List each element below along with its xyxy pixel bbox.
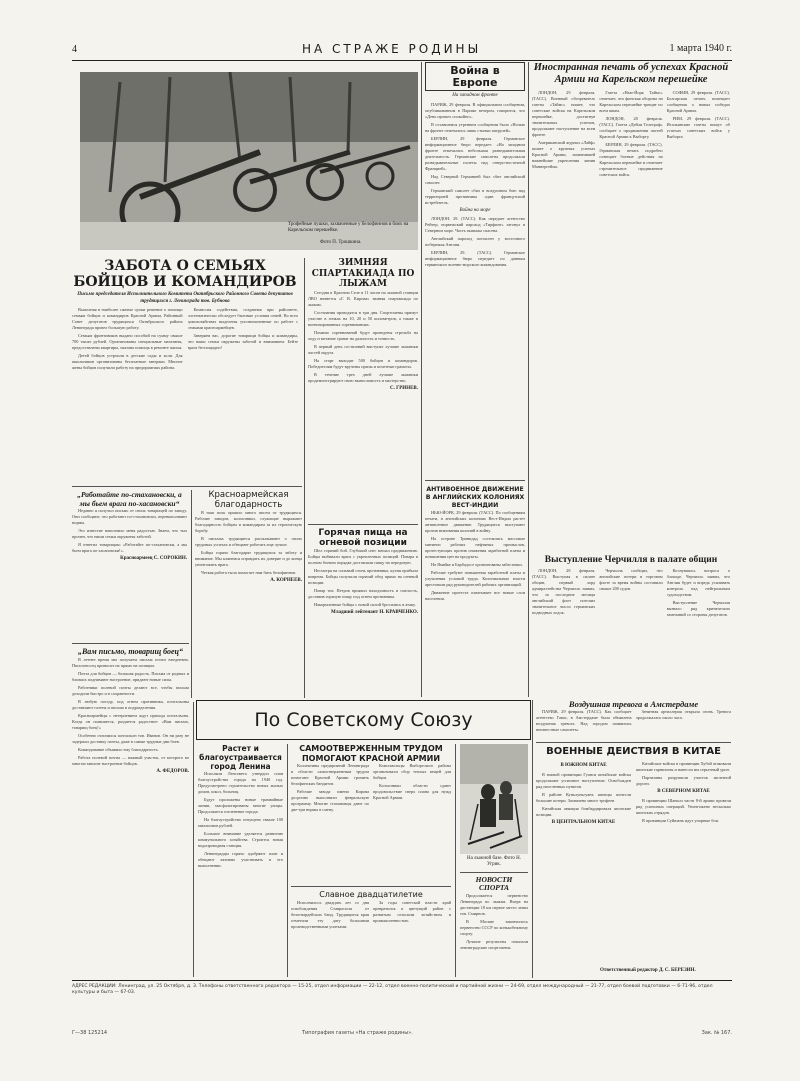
footer: [72, 980, 732, 1021]
letter-article: „Вам письмо, товарищ боец“ В летнее время мы получаем письма почти ежедневно. Письтоносец приносит их прямо на позиции. Почта для бойцов — большая радость. Письма от родных и близких поднимают настроение, придают новые силы. Работники полевой почты делают все, чтобы письма доходили быстро и в сохранности. В любую погоду, под огнем противника, почтальоны доставляют газеты и письма в подразделения. Красноармейцы с нетерпением ждут прихода почтальона. Когда он появляется, раздается радостное: «Вам письмо, товарищ боец!» Особенно отличился почтальон тов. Иванов. Он ни разу не задержал доставку почты, даже в самые трудные дни боев. Командование объявило ему благодарность. Работа полевой почты — важный участок, от которого во многом зависит настроение бойцов. А. ФЕДОРОВ.: [72, 647, 189, 774]
selfless-labor-title: САМООТВЕРЖЕННЫМ ТРУДОМ ПОМОГАЮТ КРАСНОЙ АРМИИ: [299, 744, 443, 763]
stakhanov-article: „Работайте по-стахановски, а мы бьем врага по-хасановски“ Недавно я получил письмо от своих товарищей по заводу. Они сообщают, что работают по-стахановски, перевыполняют нормы. Это известие наполнило меня радостью. Знаем, что тыл прочен, что наши семьи окружены заботой. Я ответил товарищам: «Работайте по-стахановски, а мы бьем врага по-хасановски!». Красноармеец С. СОРОКИН.: [72, 490, 187, 561]
china-north-heading: В СЕВЕРНОМ КИТАЕ: [657, 789, 710, 794]
letter-title: „Вам письмо, товарищ боец“: [77, 647, 184, 656]
page-number: 4: [72, 44, 77, 55]
winter-spartakiad-signature: С. ГРИНЕВ.: [389, 385, 418, 391]
families-article: ЗАБОТА О СЕМЬЯХ БОЙЦОВ И КОМАНДИРОВ Письмо председателя Исполнительного Комитета Октябрьского Районного Совета депутатов трудящихся г. Ленинграда тов. Бубнова Выполняя в наиболее сжатые сроки решение о помощи семьям бойцов и командиров Красной Армии, Районный Совет депутатов трудящихся Октябрьского района Ленинграда провел большую работу. Семьям фронтовиков выдано пособий на сумму свыше 700 тысяч рублей. Организованы специальные магазины, предоставлены квартиры, оказана помощь в ремонте жилья. Детей бойцов устроили в детские сады и ясли. Для школьников организованы бесплатные завтраки. Многие жены бойцов получили работу на предприятиях района. Комиссия содействия, созданная при райсовете, систематически обследует бытовые условия семей. Во всех домохозяйствах выделены уполномоченные по работе с семьями красноармейцев. Заверяем вас, дорогие товарищи бойцы и командиры, что ваши семьи окружены заботой и вниманием. Бейте врага беспощадно!: [72, 258, 298, 370]
letter-signature: А. ФЕДОРОВ.: [156, 768, 189, 774]
gratitude-title: Красноармейская благодарность: [208, 490, 289, 510]
order-number: Зак. № 167.: [701, 1030, 732, 1036]
war-europe-section-west: На западном фронте: [452, 93, 498, 99]
main-photo: [80, 72, 418, 250]
skiers-image: [460, 744, 528, 854]
gratitude-article: Красноармейская благодарность В наш полк пришло много писем от трудящихся. Рабочие заводов, колхозники, служащие выражают благодарность бойцам и командирам за их героическую борьбу. В письмах трудящиеся рассказывают о своих трудовых успехах и обещают работать еще лучше. Бойцы горячо благодарят трудящихся за заботу и внимание. Мы клянемся оправдать их доверие и до конца уничтожить врага. Четкая работа тыла помогает нам бить белофиннов. А. КОРНЕЕВ.: [195, 490, 302, 583]
gratitude-signature: А. КОРНЕЕВ.: [270, 578, 302, 583]
china-title: ВОЕННЫЕ ДЕЙСТВИЯ В КИТАЕ: [546, 746, 721, 757]
main-photo-caption: Трофейные пушки, захваченные у белофиннов в боях на Карельском перешейке.: [288, 222, 409, 233]
sport-photo-caption: На лыжной базе. Фото Н. Угрик.: [466, 856, 522, 867]
anti-war-article: АНТИВОЕННОЕ ДВИЖЕНИЕ В АНГЛИЙСКИХ КОЛОНИЯХ ВЕСТ-ИНДИИ НЬЮ-ЙОРК, 29 февраля. (ТАСС). По сообщениям печати, в английских колониях Вест-Индии растет антивоенное движение. Трудящиеся выступают против втягивания колоний в войну. На острове Тринидад состоялись массовые митинги рабочих нефтяных промыслов, протестующих против снижения заработной платы и повышения цен на продукты. На Ямайке и Барбадосе организованы забастовки. Рабочие требуют повышения заработной платы и улучшения условий труда. Колониальные власти арестовали ряд руководителей рабочих организаций. Движение протеста охватывает все новые слои населения.: [425, 486, 525, 601]
issue-date: 1 марта 1940 г.: [669, 43, 732, 54]
winter-spartakiad-article: ЗИМНЯЯ СПАРТАКИАДА ПО ЛЫЖАМ Сегодня в Красном Селе в 11 часов на лыжной станции ЛВО начнется «Г. В. Кирова» зимняя спартакиада по лыжам. Состязания проводятся в три дня. Спортсмены примут участие в гонках на 10, 20 и 50 километров, а также в военизированных соревнованиях. Помимо соревнований будут проведены стрельба на ходу и метание гранат на дальность и точность. В первый день состязаний выступят лучшие лыжники частей округа. На старт выходят 500 бойцов и командиров. Победителям будут вручены призы и почетные грамоты. В течение трех дней лучшие лыжники продемонстрируют свою выносливость и мастерство. С. ГРИНЕВ.: [308, 258, 418, 391]
foreign-press-article: Иностранная печать об успехах Красной Армии на Карельском перешейке ЛОНДОН, 29 февраля. (ТАСС). Военный обозреватель газеты «Таймс» пишет, что советские войска на Карельском перешейке, достигнув значительных успехов, продолжают наступление на всем фронте. Американский журнал «Лайф» пишет о крупных успехах Красной Армии, захватившей важнейшие укрепления линии Маннергейма. Газета «Нью-Йорк Таймс» отмечает, что финская оборона на Карельском перешейке трещит по всем швам. ЛОНДОН, 28 февраля. (ТАСС). Газета «Дейли Телеграф» сообщает о продвижении частей Красной Армии к Выборгу. БЕРЛИН, 29 февраля. (ТАСС). Германская печать подробно освещает боевые действия на Карельском перешейке и отмечает стремительное продвижение советских войск. СОФИЯ, 29 февраля. (ТАСС). Болгарская печать помещает сообщения о новых победах Красной Армии. РИМ, 29 февраля. (ТАСС). Итальянские газеты пишут об успехах советских войск у Выборга.: [532, 62, 730, 177]
print-code: Г—38 125214: [72, 1030, 108, 1036]
sport-news-article: НОВОСТИ СПОРТА Продолжается первенство Ленинграда по лыжам. Вчера на дистанции 18 км первое место занял тов. Смирнов. В Москве закончилось первенство СССР по конькобежному спорту. Лучшие результаты показали ленинградские спортсмены.: [460, 876, 528, 950]
newspaper-title: НА СТРАЖЕ РОДИНЫ: [302, 42, 482, 56]
families-subtitle: Письмо председателя Исполнительного Комитета Октябрьского Районного Совета депутатов трудящихся г. Ленинграда тов. Бубнова: [77, 292, 293, 304]
editor-line: Ответственный редактор Д. С. БЕРЕЗИН.: [600, 968, 696, 973]
china-article: ВОЕННЫЕ ДЕЙСТВИЯ В КИТАЕ В ЮЖНОМ КИТАЕ В южной провинции Гуанси китайские войска продолжают успешное наступление. Освобожден ряд населенных пунктов. В районе Куньлуньгуань японцы понесли большие потери. Захвачено много трофеев. Китайская авиация бомбардировала японские позиции. В ЦЕНТРАЛЬНОМ КИТАЕ Китайские войска в провинции Хубэй атаковали японские гарнизоны и нанесли им серьезный урон. Партизаны разрушили участок железной дороги. В СЕВЕРНОМ КИТАЕ В провинции Шаньси части 8-й армии провели ряд успешных операций. Уничтожено несколько японских отрядов. В провинции Суйюань идут упорные бои.: [536, 746, 731, 825]
selfless-labor-article: САМООТВЕРЖЕННЫМ ТРУДОМ ПОМОГАЮТ КРАСНОЙ АРМИИ Коллективы предприятий Ленинграда и области самоотверженным трудом помогают Красной Армии громить белофинских бандитов. Рабочие завода имени Кирова досрочно выполнили февральскую программу. Многие стахановцы дают по две-три нормы в смену. Комсомольцы Выборгского района организовали сбор теплых вещей для бойцов. Колхозники области сдают продовольствие сверх плана для нужд Красной Армии.: [291, 744, 451, 812]
print-house: Типография газеты «На страже родины».: [302, 1030, 413, 1036]
lenin-city-title: Растет и благоустраивается город Ленина: [199, 744, 282, 771]
churchill-article: Выступление Черчилля в палате общин ЛОНДОН, 28 февраля. (ТАСС). Выступая в палате общин, первый лорд адмиралтейства Черчилль заявил, что за последние месяцы английский флот потопил значительное число германских подводных лодок. Черчилль сообщил, что английские потери в торговом флоте за время войны составили свыше 200 судов. Коснувшись вопроса о блокаде, Черчилль заявил, что Англия будет и впредь усиливать контроль над нейтральным судоходством. Выступление Черчилля вызвало ряд критических замечаний со стороны депутатов.: [532, 555, 730, 618]
masthead: [72, 40, 732, 61]
soviet-union-title: По Советскому Союзу: [254, 709, 473, 731]
china-central-heading: В ЦЕНТРАЛЬНОМ КИТАЕ: [551, 819, 616, 825]
families-title: ЗАБОТА О СЕМЬЯХ БОЙЦОВ И КОМАНДИРОВ: [73, 258, 297, 290]
hot-food-title: Горячая пища на огневой позиции: [318, 528, 408, 548]
china-south-heading: В ЮЖНОМ КИТАЕ: [560, 763, 607, 768]
lenin-city-article: Растет и благоустраивается город Ленина Исполком Ленсовета утвердил план благоустройства города на 1940 год. Предусмотрено строительство новых жилых домов, школ, больниц. Будут проложены новые трамвайные линии, заасфальтированы многие улицы. Продолжится озеленение города. На благоустройство отпущено свыше 100 миллионов рублей. Большое внимание уделяется развитию коммунального хозяйства. Строится новая водопроводная станция. Ленинградцы горячо одобряют план и обещают активно участвовать в его выполнении.: [198, 744, 283, 868]
anniversary-article: Славное двадцатилетие Исполнилось двадцать лет со дня освобождения Ставрополя от белогвардейских банд. Трудящиеся края отметили эту дату большими производственными успехами. За годы советской власти край превратился в цветущий район с развитым сельским хозяйством и промышленностью.: [291, 890, 451, 929]
anti-war-title: АНТИВОЕННОЕ ДВИЖЕНИЕ В АНГЛИЙСКИХ КОЛОНИЯХ ВЕСТ-ИНДИИ: [425, 486, 525, 509]
amsterdam-title: Воздушная тревога в Амстердаме: [568, 700, 699, 709]
sport-photo: [460, 744, 528, 854]
stakhanov-signature: Красноармеец С. СОРОКИН.: [120, 556, 187, 561]
stakhanov-title: „Работайте по-стахановски, а мы бьем врага по-хасановски“: [77, 490, 182, 508]
editorial-address: АДРЕС РЕДАКЦИИ: Ленинград, ул. 25 Октября, д. 3. Телефоны ответственного редактора — 15-25, отдел информации — 22-12, отдел военно-политический и партийной жизни — 24-69, отдел международный — 21-77, отдел боевой подготовки — 6-71-96, отдел культуры и быта — 67-03.: [72, 984, 713, 995]
war-europe-column: Война в Европе На западном фронте ПАРИЖ, 29 февраля. В официальном сообщении, опубликованном в Париже вечером, говорится, что «День прошел спокойно». В оставшемся утреннем сообщении было «Ночью на фронте отмечались лишь стычки патрулей». БЕРЛИН, 29 февраля. Германское информационное бюро передает: «На западном фронте отмечалась небольшая разведывательная деятельность. Германские самолеты продолжали разведывательные полеты над северо-восточной Францией». Над Северной Германией был сбит английский самолет. Германский самолет сбил в воздушном бою над территорией противника один французский истребитель. Война на море ЛОНДОН, 29. (ТАСС). Как передает агентство Рейтер, норвежский пароход «Тирфинг» затонул в Северном море. Часть экипажа спасена. Английский пароход потоплен у восточного побережья Англии. БЕРЛИН, 29. (ТАСС). Германское информационное бюро передает по данным германского военно-морского командования.: [425, 64, 525, 268]
soviet-union-header: [196, 700, 531, 740]
main-photo-credit: Фото П. Трошкина.: [320, 240, 362, 245]
churchill-title: Выступление Черчилля в палате общин: [544, 555, 718, 565]
winter-spartakiad-title: ЗИМНЯЯ СПАРТАКИАДА ПО ЛЫЖАМ: [311, 258, 415, 289]
war-europe-title: Война в Европе: [425, 62, 525, 91]
amsterdam-article: Воздушная тревога в Амстердаме ПАРИЖ, 29 февраля. (ТАСС). Как сообщает агентство Гавас, в Амстердаме была объявлена воздушная тревога. Над городом появились неизвестные самолеты. Зенитная артиллерия открыла огонь. Тревога продолжалась около часа.: [536, 700, 731, 733]
hot-food-signature: Младший лейтенант Н. КРАВЧЕНКО.: [331, 610, 418, 615]
war-europe-section-sea: Война на море: [459, 207, 491, 213]
foreign-press-title: Иностранная печать об успехах Красной Армии на Карельском перешейке: [533, 62, 729, 85]
sport-news-title: НОВОСТИ СПОРТА: [475, 876, 513, 893]
hot-food-article: Горячая пища на огневой позиции Шел горячий бой. Глубокий снег мешал продвижению. Бойцы выбивали врага с укрепленных позиций. Повара в полном боевом порядке доставляли пищу на передовую. Несмотря на сильный огонь противника, кухня прибыла вовремя. Бойцы получили горячий обед прямо на огневой позиции. Повар тов. Петров проявил находчивость и смелость, доставив горячую пищу под огнем противника. Накормленные бойцы с новой силой бросились в атаку. Младший лейтенант Н. КРАВЧЕНКО.: [308, 528, 418, 615]
anniversary-title: Славное двадцатилетие: [319, 890, 423, 899]
